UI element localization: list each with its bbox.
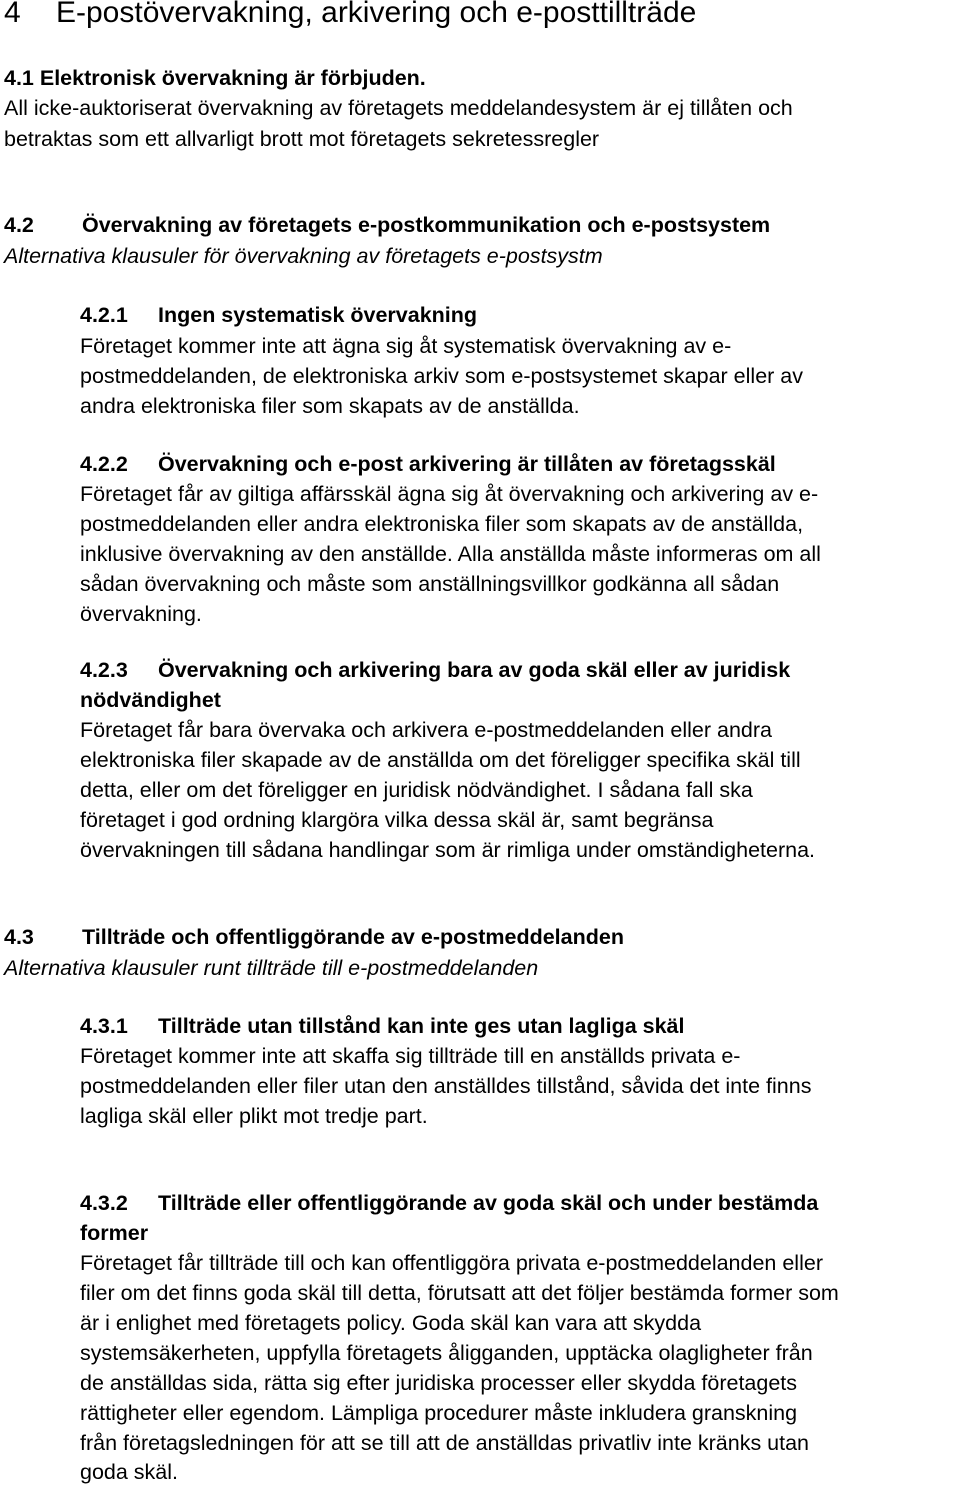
section-4-3-1-title: Tillträde utan tillstånd kan inte ges utan lagliga skäl: [158, 1014, 685, 1038]
section-4-3-subtitle: Alternativa klausuler runt tillträde till e-postmeddelanden: [4, 956, 539, 980]
section-4-2-2-line-3: inklusive övervakning av den anställde. Alla anställda måste informeras om all: [80, 542, 821, 566]
section-4-2-title: Övervakning av företagets e-postkommunikation och e-postsystem: [82, 213, 771, 237]
section-4-2-3-line-3: detta, eller om det föreligger en juridisk nödvändighet. I sådana fall ska: [80, 778, 753, 802]
section-4-3-title: Tillträde och offentliggörande av e-postmeddelanden: [82, 925, 624, 949]
section-4-1-heading: 4.1 Elektronisk övervakning är förbjuden.: [4, 66, 426, 90]
section-4-3-1-line-1: Företaget kommer inte att skaffa sig tillträde till en anställds privata e-: [80, 1044, 741, 1068]
section-4-3-2-line-7: från företagsledningen för att se till att de anställdas privatliv inte kränks utan: [80, 1431, 810, 1455]
section-4-3-2-heading: [80, 1188, 818, 1218]
section-4-3-number: 4.3: [4, 925, 34, 949]
section-4-2-3-number: 4.2.3: [80, 658, 128, 682]
section-4-2-subtitle: Alternativa klausuler för övervakning av företagets e-postsystm: [4, 244, 603, 268]
section-4-2-3-line-1: Företaget får bara övervaka och arkivera e-postmeddelanden eller andra: [80, 718, 772, 742]
section-4-2-2-line-1: Företaget får av giltiga affärsskäl ägna sig åt övervakning och arkivering av e-: [80, 482, 819, 506]
section-4-3-2-line-6: rättigheter eller egendom. Lämpliga procedurer måste inkludera granskning: [80, 1401, 798, 1425]
section-4-2-3-title-line-2: nödvändighet: [80, 688, 221, 712]
section-4-2-1-line-3: andra elektroniska filer som skapats av de anställda.: [80, 394, 580, 418]
section-4-3-2-line-1: Företaget får tillträde till och kan offentliggöra privata e-postmeddelanden eller: [80, 1251, 823, 1275]
section-4-2-2-heading: [80, 449, 776, 479]
section-4-2-2-number: 4.2.2: [80, 452, 128, 476]
section-4-2-3-line-5: övervakningen till sådana handlingar som är rimliga under omständigheterna.: [80, 838, 816, 862]
chapter-number: 4: [4, 0, 21, 29]
section-4-2-3-line-2: elektroniska filer skapade av de anställda om det föreligger specifika skäl till: [80, 748, 801, 772]
section-4-3-2-line-5: de anställdas sida, rätta sig efter juridiska processer eller skydda företagets: [80, 1371, 798, 1395]
section-4-3-2-title-line-2: former: [80, 1221, 149, 1245]
section-4-1-line-1: All icke-auktoriserat övervakning av företagets meddelandesystem är ej tillåten och: [4, 96, 793, 120]
section-4-2-1-title: Ingen systematisk övervakning: [158, 303, 478, 327]
section-4-2-number: 4.2: [4, 213, 34, 237]
section-4-3-2-line-8: goda skäl.: [80, 1460, 179, 1484]
section-4-3-2-line-4: systemsäkerheten, uppfylla företagets åligganden, upptäcka olagligheter från: [80, 1341, 813, 1365]
section-4-3-2-number: 4.3.2: [80, 1191, 128, 1215]
chapter-title: E-postövervakning, arkivering och e-posttillträde: [56, 0, 697, 29]
section-4-2-2-line-4: sådan övervakning och måste som anställningsvillkor godkänna all sådan: [80, 572, 780, 596]
section-4-2-2-line-5: övervakning.: [80, 602, 202, 626]
section-4-2-1-line-2: postmeddelanden, de elektroniska arkiv som e-postsystemet skapar eller av: [80, 364, 803, 388]
section-4-3-2-title-line-1: Tillträde eller offentliggörande av goda skäl och under bestämda: [158, 1191, 819, 1215]
section-4-2-2-line-2: postmeddelanden eller andra elektroniska filer som skapats av de anställda,: [80, 512, 804, 536]
section-4-3-2-line-3: är i enlighet med företagets policy. Goda skäl kan vara att skydda: [80, 1311, 702, 1335]
section-4-3-1-heading: [80, 1011, 684, 1041]
section-4-2-3-line-4: företaget i god ordning klargöra vilka dessa skäl är, samt begränsa: [80, 808, 714, 832]
section-4-2-3-heading: [80, 655, 790, 685]
section-4-2-1-number: 4.2.1: [80, 303, 128, 327]
section-4-3-heading: [4, 922, 624, 952]
section-4-2-1-heading: [80, 300, 477, 330]
section-4-2-3-title-line-1: Övervakning och arkivering bara av goda skäl eller av juridisk: [158, 658, 791, 682]
section-4-3-1-number: 4.3.1: [80, 1014, 128, 1038]
section-4-3-2-line-2: filer om det finns goda skäl till detta, förutsatt att det följer bestämda former som: [80, 1281, 839, 1305]
section-4-2-1-line-1: Företaget kommer inte att ägna sig åt systematisk övervakning av e-: [80, 334, 732, 358]
section-4-2-2-title: Övervakning och e-post arkivering är tillåten av företagsskäl: [158, 452, 776, 476]
section-4-3-1-line-3: lagliga skäl eller plikt mot tredje part.: [80, 1104, 428, 1128]
section-4-1-line-2: betraktas som ett allvarligt brott mot företagets sekretessregler: [4, 127, 600, 151]
section-4-2-heading: [4, 210, 770, 240]
chapter-heading: [4, 0, 696, 30]
section-4-3-1-line-2: postmeddelanden eller filer utan den anställdes tillstånd, såvida det inte finns: [80, 1074, 812, 1098]
